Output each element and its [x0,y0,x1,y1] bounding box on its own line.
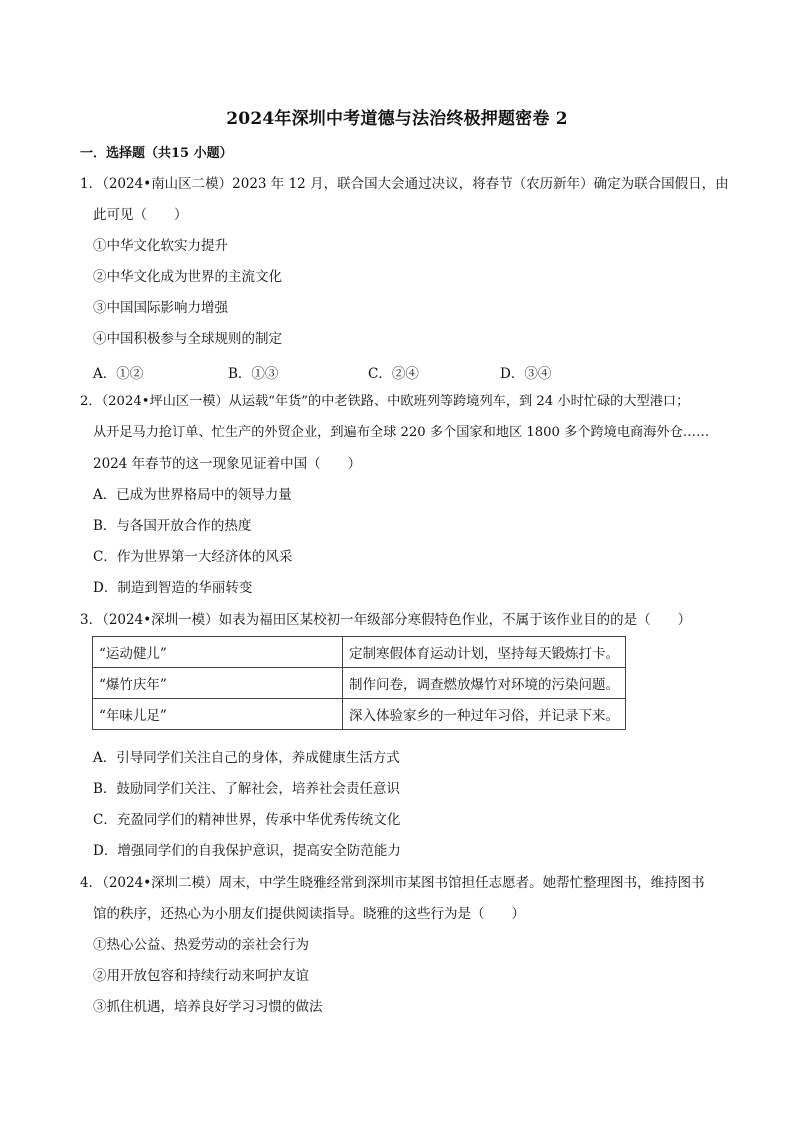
question-2-stem-line-2: 从开足马力抢订单、忙生产的外贸企业，到遍布全球 220 多个国家和地区 1800 多个跨境电商海外仓…… [93,425,710,440]
question-3-option-b: B．鼓励同学们关注、了解社会，培养社会责任意识 [93,781,400,797]
question-4-stem-line-2: 馆的秩序，还热心为小朋友们提供阅读指导。晓雅的这些行为是（ ） [93,906,525,922]
table-row [93,668,626,699]
question-2-stem-line-3: 2024 年春节的这一现象见证着中国（ ） [93,456,362,472]
table-cell-activity: “运动健儿” [93,637,343,668]
question-1-item-2: ②中华文化成为世界的主流文化 [93,269,282,285]
question-2-option-a: A．已成为世界格局中的领导力量 [93,487,292,503]
table-cell-description: 定制寒假体育运动计划，坚持每天锻炼打卡。 [343,637,626,668]
question-3-option-c: C．充盈同学们的精神世界，传承中华优秀传统文化 [93,812,401,828]
section-heading: 一．选择题（共15 小题） [80,146,233,161]
homework-table [92,636,626,730]
question-1-option-c: C．②④ [368,366,419,382]
table-cell-description: 制作问卷，调查燃放爆竹对环境的污染问题。 [343,668,626,699]
question-1-item-3: ③中国国际影响力增强 [93,300,228,316]
question-1-stem-line-2: 此可见（ ） [93,207,188,223]
question-2-option-b: B．与各国开放合作的热度 [93,518,252,534]
table-row [93,637,626,668]
table-cell-activity: “年味儿足” [93,699,343,730]
question-1-stem-line-1: 1．（2024•南山区二模）2023 年 12 月，联合国大会通过决议，将春节（农历新年）确定为联合国假日，由 [80,176,729,192]
table-cell-activity: “爆竹庆年” [93,668,343,699]
page-title: 2024年深圳中考道德与法治终极押题密卷 2 [226,109,568,129]
question-3-option-d: D．增强同学们的自我保护意识，提高安全防范能力 [93,843,401,859]
question-2-stem-line-1: 2．（2024•坪山区一模）从运载“年货”的中老铁路、中欧班列等跨境列车，到 24 小时忙碌的大型港口； [80,394,690,409]
table-row [93,699,626,730]
table-cell-description: 深入体验家乡的一种过年习俗，并记录下来。 [343,699,626,730]
question-1-option-d: D．③④ [500,366,552,382]
question-4-item-3: ③抓住机遇，培养良好学习习惯的做法 [93,999,323,1015]
question-4-stem-line-1: 4．（2024•深圳二模）周末，中学生晓雅经常到深圳市某图书馆担任志愿者。她帮忙整理图书，维持图书 [80,875,705,891]
question-4-item-1: ①热心公益、热爱劳动的亲社会行为 [93,937,309,953]
question-3-stem-line-1: 3．（2024•深圳一模）如表为福田区某校初一年级部分寒假特色作业，不属于该作业目的的是（ ） [80,612,692,628]
question-2-option-c: C．作为世界第一大经济体的风采 [93,549,293,565]
question-2-option-d: D．制造到智造的华丽转变 [93,580,253,596]
question-1-option-b: B．①③ [228,366,279,382]
question-3-option-a: A．引导同学们关注自己的身体，养成健康生活方式 [93,750,400,766]
question-1-option-a: A．①② [93,366,144,382]
question-1-item-1: ①中华文化软实力提升 [93,238,228,254]
question-4-item-2: ②用开放包容和持续行动来呵护友谊 [93,968,309,984]
question-1-item-4: ④中国积极参与全球规则的制定 [93,331,282,347]
